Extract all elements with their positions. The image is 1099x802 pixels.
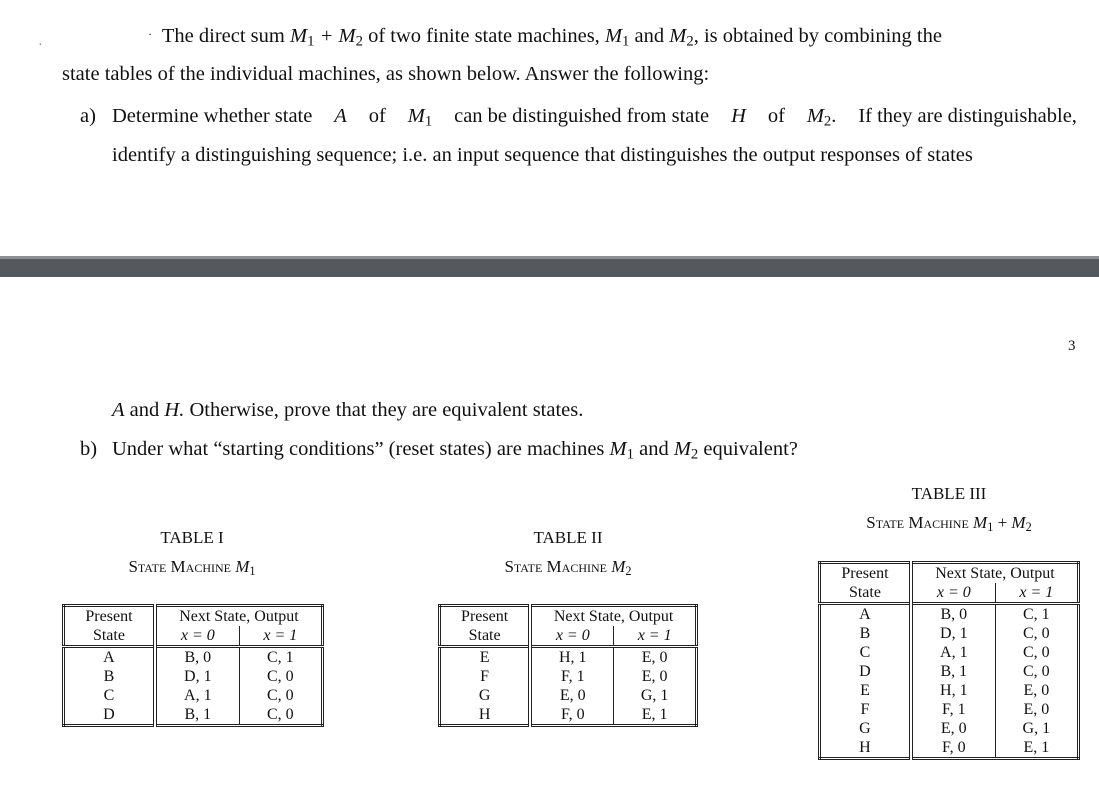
cell-next-x1: G, 1	[1022, 720, 1051, 737]
cell-next-x0: A, 1	[911, 643, 995, 662]
table-row	[820, 719, 1079, 738]
cell-next-x0: D, 1	[911, 624, 995, 643]
table-row	[820, 624, 1079, 643]
header-x0: x = 0	[530, 626, 614, 647]
cell-present-state: H	[820, 738, 911, 759]
table-row	[440, 705, 697, 726]
cell-next-x1: C, 1	[1023, 606, 1050, 623]
bullet-dot: ·	[148, 27, 152, 41]
cell-next-x0: E, 0	[530, 686, 614, 705]
table-3-caption-title: State Machine $M_1 + M_2$	[866, 513, 1032, 535]
table-row	[440, 667, 697, 686]
cell-next-x1: E, 1	[1023, 739, 1050, 756]
cell-next-x1: C, 0	[1023, 625, 1050, 642]
cell-present-state: G	[820, 719, 911, 738]
cell-next-x1: C, 0	[267, 687, 294, 704]
cell-next-x1: C, 0	[267, 706, 294, 723]
header-next-state-output: Next State, Output	[553, 608, 674, 625]
cell-present-state: B	[820, 624, 911, 643]
math-state-h: H.	[164, 399, 185, 421]
table-row	[820, 700, 1079, 719]
table-row	[820, 604, 1079, 625]
header-present: Present	[64, 606, 155, 627]
math-state-a: A	[112, 399, 125, 421]
qb-text: Under what “starting conditions” (reset states) are machines	[112, 438, 605, 460]
math-m1: $M_1$	[604, 25, 630, 50]
cell-next-x1: C, 1	[267, 649, 294, 666]
question-a-line-3	[112, 398, 583, 422]
math-m1: $M_1$	[609, 438, 634, 463]
table-2-caption-num: TABLE II	[533, 528, 603, 547]
intro-text: and	[634, 25, 665, 47]
cell-present-state: A	[820, 604, 911, 625]
header-x0: x = 0	[911, 583, 995, 604]
table-row	[820, 662, 1079, 681]
cell-next-x0: B, 0	[155, 647, 239, 668]
table-2-caption-title: State Machine $M_2$	[504, 557, 632, 579]
header-x1: x = 1	[614, 626, 697, 647]
math-m2: $M_2$	[669, 25, 694, 50]
cell-present-state: E	[440, 647, 531, 668]
cell-present-state: D	[820, 662, 911, 681]
cell-next-x0: F, 0	[530, 705, 614, 726]
qa-text: of	[368, 105, 386, 127]
cell-next-x1: E, 1	[641, 706, 668, 723]
cell-next-x1: E, 0	[641, 668, 668, 685]
table-row	[440, 647, 697, 668]
qa-text: of	[767, 105, 785, 127]
table-row	[64, 647, 323, 668]
header-x1: x = 1	[995, 583, 1078, 604]
cell-next-x1: C, 0	[267, 668, 294, 685]
header-present: Present	[820, 563, 911, 584]
header-row	[440, 606, 697, 627]
math-m2: $M_2$	[673, 438, 699, 463]
header-row	[64, 626, 323, 647]
cell-present-state: B	[64, 667, 155, 686]
page-number: 3	[1068, 338, 1076, 354]
intro-line-1: · The direct sum $M_1 + M_2$ of two finite state machines, $M_1$ and $M_2$, is obtained by combining the	[148, 25, 942, 50]
cell-present-state: F	[820, 700, 911, 719]
header-present: Present	[440, 606, 531, 627]
cell-present-state: G	[440, 686, 531, 705]
header-x0: x = 0	[155, 626, 239, 647]
table-row	[820, 643, 1079, 662]
question-a-line-2: identify a distinguishing sequence; i.e. an input sequence that distinguishes the output responses of states	[112, 144, 973, 166]
cell-next-x0: A, 1	[155, 686, 239, 705]
math-state-a: A	[334, 105, 347, 127]
scan-mark: ·	[38, 38, 43, 53]
header-row	[820, 563, 1079, 584]
cell-present-state: D	[64, 705, 155, 726]
header-state: State	[440, 626, 531, 647]
question-b-label: b)	[80, 438, 98, 460]
intro-text: The direct sum	[161, 25, 285, 47]
table-3-caption-num: TABLE III	[911, 484, 987, 503]
qb-text: and	[639, 438, 669, 460]
cell-next-x0: B, 0	[911, 604, 995, 625]
header-row	[440, 626, 697, 647]
table-row	[820, 681, 1079, 700]
cell-next-x0: B, 1	[155, 705, 239, 726]
qa-text: Determine whether state	[112, 105, 313, 127]
math-m1: $M_1$	[407, 105, 433, 130]
header-row	[820, 583, 1079, 604]
qa-text: If they are distinguishable,	[858, 105, 1077, 127]
cell-next-x0: H, 1	[530, 647, 614, 668]
cell-present-state: F	[440, 667, 531, 686]
state-table-m2	[438, 604, 698, 727]
cell-next-x0: F, 0	[911, 738, 995, 759]
question-a-line-1	[112, 104, 1077, 134]
header-state: State	[64, 626, 155, 647]
cell-present-state: A	[64, 647, 155, 668]
table-1-caption-num: TABLE I	[160, 528, 224, 547]
qa-text: and	[129, 399, 160, 421]
table-row	[820, 738, 1079, 759]
cell-next-x1: C, 0	[1023, 663, 1050, 680]
cell-next-x1: E, 0	[1023, 682, 1050, 699]
cell-next-x0: B, 1	[911, 662, 995, 681]
cell-next-x0: E, 0	[911, 719, 995, 738]
math-m2: $M_2$.	[806, 105, 837, 130]
question-a-label: a)	[80, 105, 96, 127]
cell-present-state: C	[820, 643, 911, 662]
cell-present-state: H	[440, 705, 531, 726]
table-row	[64, 686, 323, 705]
state-table-m1	[62, 604, 324, 727]
table-row	[64, 667, 323, 686]
header-next-state-output: Next State, Output	[179, 608, 299, 625]
table-row	[64, 705, 323, 726]
cell-next-x0: D, 1	[155, 667, 239, 686]
table-1-caption-title: State Machine $M_1$	[128, 557, 256, 579]
cell-next-x0: F, 1	[530, 667, 614, 686]
cell-next-x1: C, 0	[1023, 644, 1050, 661]
state-table-m1-plus-m2	[818, 561, 1080, 760]
cell-next-x0: F, 1	[911, 700, 995, 719]
math-sum: $M_1 + M_2$	[289, 25, 363, 50]
header-next-state-output: Next State, Output	[935, 565, 1055, 582]
cell-next-x1: E, 0	[1023, 701, 1050, 718]
qa-text: can be distinguished from state	[454, 105, 710, 127]
intro-line-2: state tables of the individual machines, as shown below. Answer the following:	[62, 63, 710, 85]
header-row	[64, 606, 323, 627]
cell-next-x0: H, 1	[911, 681, 995, 700]
cell-present-state: C	[64, 686, 155, 705]
intro-text: is obtained by combining the	[703, 25, 942, 47]
page-break-divider	[0, 256, 1099, 277]
header-x1: x = 1	[239, 626, 322, 647]
qb-text: equivalent?	[703, 438, 798, 460]
qa-text: Otherwise, prove that they are equivalent states.	[189, 399, 584, 421]
header-state: State	[820, 583, 911, 604]
question-b-text	[112, 437, 798, 467]
cell-next-x1: G, 1	[640, 687, 669, 704]
math-state-h: H	[731, 105, 746, 127]
table-row	[440, 686, 697, 705]
intro-text: of two finite state machines,	[368, 25, 600, 47]
cell-present-state: E	[820, 681, 911, 700]
cell-next-x1: E, 0	[641, 649, 668, 666]
